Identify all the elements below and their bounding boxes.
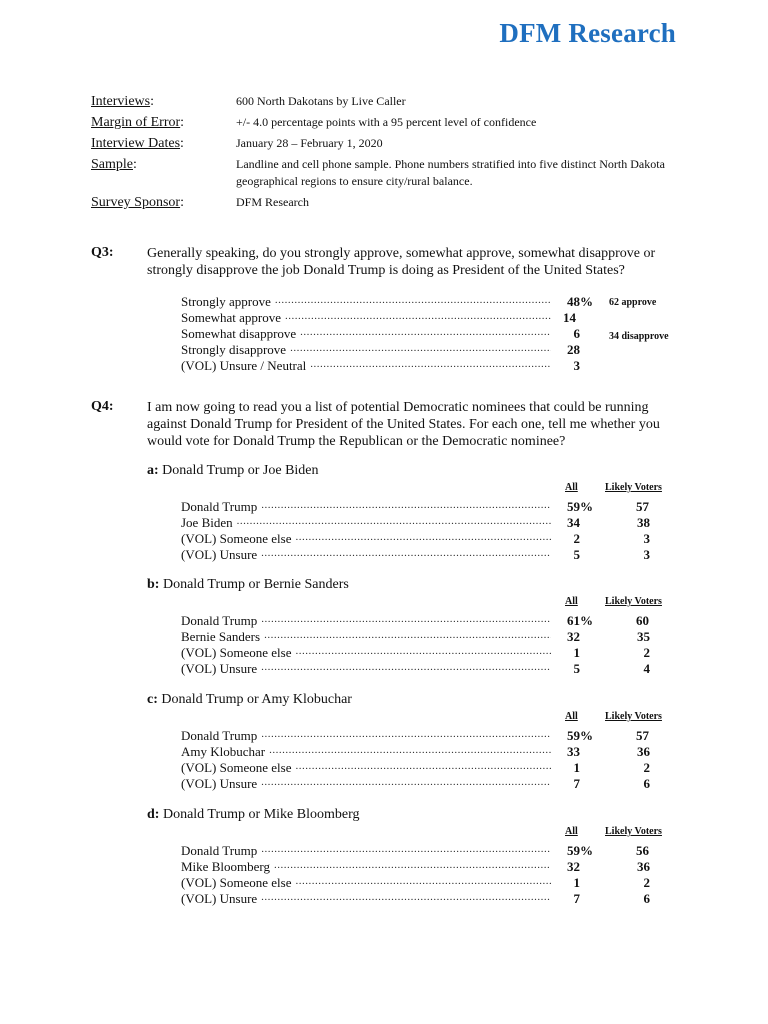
result-row xyxy=(181,645,650,661)
result-label: (VOL) Unsure xyxy=(181,547,258,562)
result-row xyxy=(181,310,593,326)
result-all: 1 xyxy=(573,760,580,775)
meta-label: Interview Dates xyxy=(91,136,181,151)
result-row xyxy=(181,776,650,792)
result-all: 59% xyxy=(567,499,593,514)
disapprove-summary: 34 disapprove xyxy=(609,331,669,342)
result-row xyxy=(181,294,593,310)
result-likely: 60 xyxy=(636,613,649,628)
result-likely: 3 xyxy=(643,531,650,546)
result-value: 14 xyxy=(563,310,576,325)
result-row xyxy=(181,661,650,677)
result-all: 34 xyxy=(567,515,580,530)
result-label: Bernie Sanders xyxy=(181,629,261,644)
result-label: Somewhat disapprove xyxy=(181,326,297,341)
result-row xyxy=(181,728,650,744)
meta-value: Landline and cell phone sample. Phone numbers stratified into five distinct North Dakota geographical regions to ensure city/rural balance. xyxy=(236,157,665,188)
question-number: Q3: xyxy=(91,245,114,260)
result-all: 7 xyxy=(573,891,580,906)
meta-value: 600 North Dakotans by Live Caller xyxy=(236,94,406,108)
meta-label: Margin of Error xyxy=(91,115,181,130)
result-value: 48% xyxy=(567,294,593,309)
survey-meta xyxy=(91,93,691,215)
result-row xyxy=(181,859,650,875)
question-text: I am now going to read you a list of potential Democratic nominees that could be running against Donald Trump for President of the United States. For each one, tell me whether you would vote for Donald Trump the Republican or the Democratic nominee? xyxy=(147,400,660,449)
q3-results xyxy=(181,294,593,374)
meta-label: Survey Sponsor xyxy=(91,195,181,210)
result-row xyxy=(181,515,650,531)
result-row xyxy=(181,547,650,563)
result-likely: 2 xyxy=(643,875,650,890)
result-row xyxy=(181,342,593,358)
result-row xyxy=(181,875,650,891)
result-all: 59% xyxy=(567,843,593,858)
result-label: Amy Klobuchar xyxy=(181,744,266,759)
result-all: 1 xyxy=(573,645,580,660)
question-q3 xyxy=(91,245,691,279)
question-text: Generally speaking, do you strongly approve, somewhat approve, somewhat disapprove or strongly disapprove the job Donald Trump is doing as President of the United States? xyxy=(147,246,656,278)
meta-value: DFM Research xyxy=(236,195,309,209)
result-all: 7 xyxy=(573,776,580,791)
col-header-likely: Likely Voters xyxy=(605,482,662,493)
meta-value: +/- 4.0 percentage points with a 95 percent level of confidence xyxy=(236,115,537,129)
result-label: (VOL) Unsure xyxy=(181,776,258,791)
meta-label: Interviews xyxy=(91,94,151,109)
result-likely: 35 xyxy=(637,629,650,644)
meta-row-dates: Interview Dates: January 28 – February 1, 2020 xyxy=(91,135,691,152)
result-row xyxy=(181,760,650,776)
result-likely: 57 xyxy=(636,499,649,514)
result-row xyxy=(181,358,593,374)
result-label: (VOL) Unsure / Neutral xyxy=(181,358,307,373)
result-likely: 36 xyxy=(637,859,650,874)
result-likely: 2 xyxy=(643,760,650,775)
result-label: (VOL) Unsure xyxy=(181,661,258,676)
result-row xyxy=(181,843,650,859)
matchup-title: a: Donald Trump or Joe Biden xyxy=(147,463,319,478)
meta-value: January 28 – February 1, 2020 xyxy=(236,136,383,150)
col-header-likely: Likely Voters xyxy=(605,826,662,837)
result-likely: 4 xyxy=(643,661,650,676)
result-likely: 56 xyxy=(636,843,649,858)
result-row xyxy=(181,499,650,515)
matchup-a-results xyxy=(181,499,650,563)
result-row xyxy=(181,891,650,907)
col-header-all: All xyxy=(565,826,578,837)
result-likely: 38 xyxy=(637,515,650,530)
brand-title: DFM Research xyxy=(499,18,676,48)
result-label: Strongly disapprove xyxy=(181,342,287,357)
question-q4 xyxy=(91,399,691,450)
matchup-c-results xyxy=(181,728,650,792)
result-all: 59% xyxy=(567,728,593,743)
col-header-likely: Likely Voters xyxy=(605,596,662,607)
matchup-title: d: Donald Trump or Mike Bloomberg xyxy=(147,807,360,822)
result-label: (VOL) Someone else xyxy=(181,645,292,660)
matchup-b-results xyxy=(181,613,650,677)
result-likely: 36 xyxy=(637,744,650,759)
result-likely: 3 xyxy=(643,547,650,562)
result-all: 5 xyxy=(573,661,580,676)
result-label: Donald Trump xyxy=(181,843,258,858)
result-all: 2 xyxy=(573,531,580,546)
result-label: Mike Bloomberg xyxy=(181,859,270,874)
col-header-all: All xyxy=(565,482,578,493)
result-all: 32 xyxy=(567,629,580,644)
result-all: 61% xyxy=(567,613,593,628)
result-label: Strongly approve xyxy=(181,294,271,309)
result-label: (VOL) Someone else xyxy=(181,531,292,546)
result-value: 28 xyxy=(567,342,580,357)
meta-row-sample: Sample: Landline and cell phone sample. Phone numbers stratified into five distinct North Dakota geographical regions to ensure city/rural balance. xyxy=(91,156,691,190)
result-value: 3 xyxy=(573,358,580,373)
result-all: 5 xyxy=(573,547,580,562)
col-header-all: All xyxy=(565,596,578,607)
result-label: Somewhat approve xyxy=(181,310,282,325)
matchup-title: c: Donald Trump or Amy Klobuchar xyxy=(147,692,352,707)
result-row xyxy=(181,629,650,645)
result-label: (VOL) Someone else xyxy=(181,875,292,890)
result-all: 1 xyxy=(573,875,580,890)
meta-label: Sample xyxy=(91,157,133,172)
result-label: Donald Trump xyxy=(181,499,258,514)
col-header-likely: Likely Voters xyxy=(605,711,662,722)
result-row xyxy=(181,326,593,342)
result-row xyxy=(181,531,650,547)
approve-summary: 62 approve xyxy=(609,297,657,308)
result-row xyxy=(181,613,650,629)
result-row xyxy=(181,744,650,760)
result-label: (VOL) Someone else xyxy=(181,760,292,775)
meta-row-sponsor: Survey Sponsor: DFM Research xyxy=(91,194,691,211)
matchup-d-results xyxy=(181,843,650,907)
meta-row-interviews: Interviews: 600 North Dakotans by Live Caller xyxy=(91,93,691,110)
result-all: 33 xyxy=(567,744,580,759)
result-label: (VOL) Unsure xyxy=(181,891,258,906)
result-likely: 6 xyxy=(643,891,650,906)
matchup-title: b: Donald Trump or Bernie Sanders xyxy=(147,577,349,592)
result-label: Donald Trump xyxy=(181,613,258,628)
result-likely: 57 xyxy=(636,728,649,743)
result-likely: 6 xyxy=(643,776,650,791)
result-likely: 2 xyxy=(643,645,650,660)
question-number: Q4: xyxy=(91,399,114,414)
col-header-all: All xyxy=(565,711,578,722)
result-value: 6 xyxy=(573,326,580,341)
meta-row-margin: Margin of Error: +/- 4.0 percentage points with a 95 percent level of confidence xyxy=(91,114,691,131)
result-all: 32 xyxy=(567,859,580,874)
result-label: Joe Biden xyxy=(181,515,233,530)
result-label: Donald Trump xyxy=(181,728,258,743)
